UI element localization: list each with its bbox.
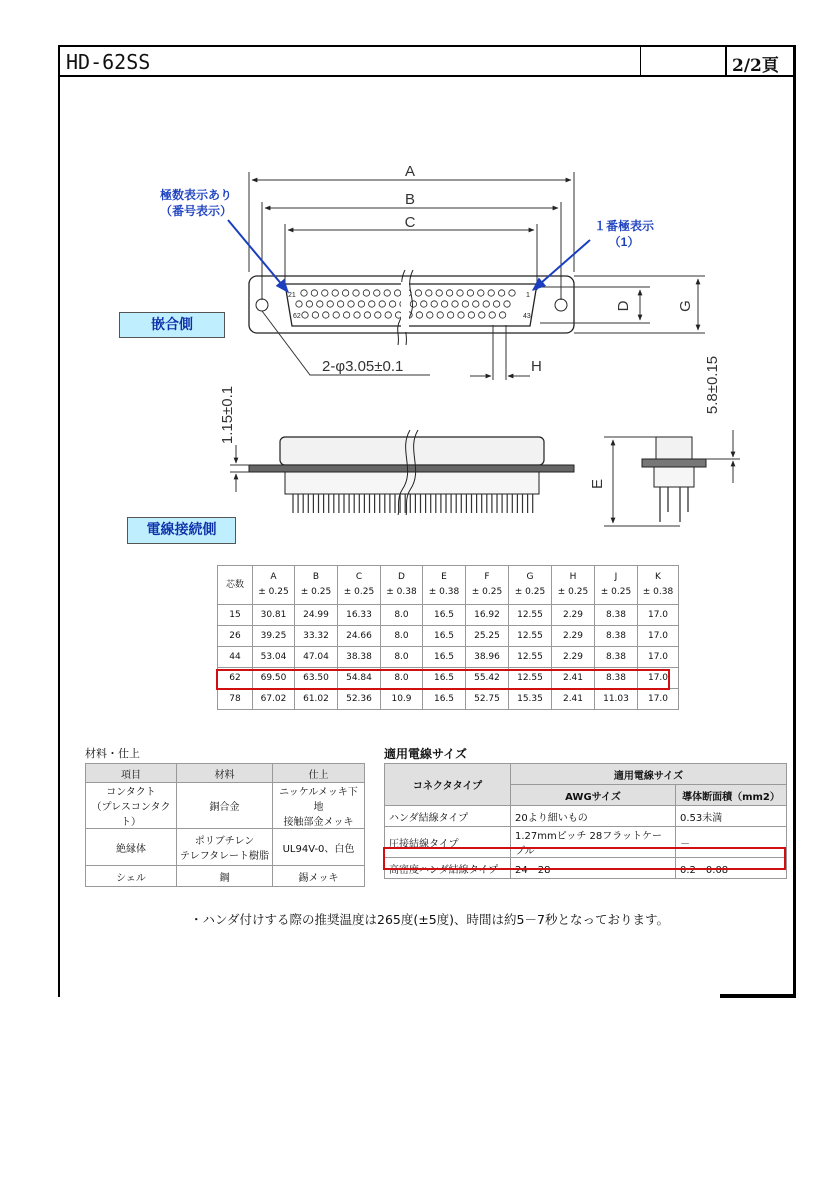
contact-hole xyxy=(457,290,463,296)
pin-43-label: 43 xyxy=(523,313,531,320)
contact-hole xyxy=(342,290,348,296)
table-cell: 24.99 xyxy=(295,605,338,626)
pin-marking-label: 極数表示あり xyxy=(159,188,233,202)
wire-header-row xyxy=(385,764,787,785)
contact-hole xyxy=(317,301,323,307)
dim-col-header xyxy=(381,566,423,605)
table-cell: 16.92 xyxy=(466,605,509,626)
contact-hole xyxy=(379,301,385,307)
materials-header-row xyxy=(86,764,365,783)
table-cell: 47.04 xyxy=(295,647,338,668)
cell-line: 銅合金 xyxy=(209,802,240,813)
table-cell: 2.29 xyxy=(552,605,595,626)
table-cell: 2.41 xyxy=(552,668,595,689)
table-cell: 54.84 xyxy=(338,668,381,689)
table-cell: 8.0 xyxy=(381,668,423,689)
contact-hole xyxy=(437,312,443,318)
contact-hole xyxy=(446,290,452,296)
table-cell: 62 xyxy=(218,668,253,689)
contact-hole xyxy=(302,312,308,318)
contact-hole xyxy=(353,290,359,296)
dim-e-label: E xyxy=(589,478,606,490)
table-row xyxy=(218,647,679,668)
pin1-marking-sub-label: （1） xyxy=(608,235,640,249)
table-cell: 16.5 xyxy=(423,626,466,647)
table-cell: 17.0 xyxy=(638,605,679,626)
cell-line: ポリブチレン xyxy=(194,836,255,847)
table-cell xyxy=(273,866,365,887)
dim-a-label: A xyxy=(404,163,416,180)
dim-col-tolerance: ± 0.25 xyxy=(471,587,503,597)
contact-hole xyxy=(369,301,375,307)
dim-col-tolerance: ± 0.38 xyxy=(386,587,417,597)
contact-hole xyxy=(374,290,380,296)
dim-col-tolerance: ± 0.25 xyxy=(343,587,375,597)
contact-hole xyxy=(458,312,464,318)
dim-col-name: D xyxy=(398,572,405,582)
table-cell: 30.81 xyxy=(253,605,295,626)
dim-b-label: B xyxy=(404,191,416,208)
dim-h-label: H xyxy=(531,358,542,375)
materials-header-cell: 項目 xyxy=(86,764,177,783)
cell-line: シェル xyxy=(116,872,146,884)
wire-header-type: コネクタタイプ xyxy=(385,764,511,806)
part-number: HD-62SS xyxy=(66,50,151,74)
table-cell: 55.42 xyxy=(466,668,509,689)
dim-col-name: H xyxy=(569,572,577,582)
table-cell: 38.96 xyxy=(466,647,509,668)
dim-col-tolerance: ± 0.25 xyxy=(258,587,289,597)
table-cell: 12.55 xyxy=(509,668,552,689)
contact-hole xyxy=(375,312,381,318)
dim-g-label: G xyxy=(677,300,694,312)
contact-hole xyxy=(394,290,400,296)
contact-hole xyxy=(478,290,484,296)
contact-hole xyxy=(431,301,437,307)
table-cell xyxy=(177,783,273,829)
table-cell: 16.5 xyxy=(423,689,466,710)
dim-col-header xyxy=(552,566,595,605)
table-cell: 0.53未満 xyxy=(676,806,787,827)
contact-hole xyxy=(436,290,442,296)
table-cell: 0.2～0.08 xyxy=(676,858,787,879)
contact-hole xyxy=(358,301,364,307)
table-cell: 16.33 xyxy=(338,605,381,626)
connector-drawing xyxy=(0,0,835,560)
table-cell: 24.66 xyxy=(338,626,381,647)
table-cell: 16.5 xyxy=(423,647,466,668)
contact-hole xyxy=(498,290,504,296)
contact-hole xyxy=(296,301,302,307)
table-cell: 17.0 xyxy=(638,626,679,647)
highlight-high-density-row xyxy=(383,847,786,870)
wire-header-group: 適用電線サイズ xyxy=(511,764,787,785)
table-cell: 39.25 xyxy=(253,626,295,647)
cell-line: テレフタレート樹脂 xyxy=(179,851,270,862)
table-cell: 16.5 xyxy=(423,668,466,689)
materials-header-cell: 仕上 xyxy=(273,764,365,783)
contact-hole xyxy=(312,312,318,318)
dim-d-label: D xyxy=(615,300,632,312)
end-view-flange xyxy=(642,459,706,467)
contact-hole xyxy=(499,312,505,318)
table-cell xyxy=(86,783,177,829)
materials-title: 材料・仕上 xyxy=(85,747,140,760)
dim-col-name: F xyxy=(484,572,490,582)
contact-hole xyxy=(311,290,317,296)
contact-hole xyxy=(468,312,474,318)
table-cell: 61.02 xyxy=(295,689,338,710)
dim-col-name: K xyxy=(655,572,661,582)
table-cell: ハンダ結線タイプ xyxy=(385,806,511,827)
contact-hole xyxy=(323,312,329,318)
table-cell: 25.25 xyxy=(466,626,509,647)
table-cell: 15.35 xyxy=(509,689,552,710)
dim-col-header xyxy=(338,566,381,605)
table-cell: 33.32 xyxy=(295,626,338,647)
contact-hole xyxy=(348,301,354,307)
contact-hole xyxy=(395,312,401,318)
dim-col-header xyxy=(509,566,552,605)
dim-col-header xyxy=(595,566,638,605)
table-cell: 8.0 xyxy=(381,605,423,626)
dim-col-header xyxy=(423,566,466,605)
dim-col-header xyxy=(466,566,509,605)
table-row xyxy=(86,866,365,887)
dim-col-tolerance: ± 0.25 xyxy=(600,587,632,597)
table-cell: 8.38 xyxy=(595,647,638,668)
table-cell xyxy=(86,866,177,887)
table-cell: 24～28 xyxy=(511,858,676,879)
contact-hole xyxy=(333,312,339,318)
table-cell: 8.0 xyxy=(381,647,423,668)
dim-col-name: 芯数 xyxy=(225,579,244,590)
pin-21-label: 21 xyxy=(288,292,296,299)
contact-hole xyxy=(363,290,369,296)
table-cell: 12.55 xyxy=(509,626,552,647)
contact-hole xyxy=(322,290,328,296)
table-cell: 26 xyxy=(218,626,253,647)
cell-line: 絶縁体 xyxy=(116,843,146,855)
shell-side xyxy=(280,437,544,465)
end-view-body xyxy=(654,467,694,487)
table-cell: 52.75 xyxy=(466,689,509,710)
contact-hole xyxy=(306,301,312,307)
table-cell: 52.36 xyxy=(338,689,381,710)
table-cell: 2.29 xyxy=(552,626,595,647)
contact-hole xyxy=(332,290,338,296)
contact-hole xyxy=(343,312,349,318)
cell-line: ニッケルメッキ下地 xyxy=(279,787,358,813)
table-cell: 2.29 xyxy=(552,647,595,668)
contact-hole xyxy=(410,301,416,307)
wire-side-label: 電線接続側 xyxy=(127,517,236,544)
contact-hole xyxy=(479,312,485,318)
dim-col-name: G xyxy=(526,572,534,582)
dim-col-tolerance: ± 0.25 xyxy=(557,587,589,597)
table-cell: 8.38 xyxy=(595,626,638,647)
contact-hole xyxy=(441,301,447,307)
cell-line: コンタクト xyxy=(106,787,156,798)
table-row xyxy=(86,829,365,866)
cell-line: 鋼 xyxy=(219,872,230,884)
table-row xyxy=(218,605,679,626)
contact-hole xyxy=(504,301,510,307)
contact-hole xyxy=(427,312,433,318)
cell-line: UL94V-0、白色 xyxy=(282,843,355,855)
table-cell xyxy=(273,829,365,866)
cell-line: 錫メッキ xyxy=(298,872,339,884)
table-cell: 38.38 xyxy=(338,647,381,668)
dim-col-tolerance: ± 0.38 xyxy=(642,587,674,597)
table-cell: 8.0 xyxy=(381,626,423,647)
contact-hole xyxy=(421,301,427,307)
table-cell: 15 xyxy=(218,605,253,626)
contact-hole xyxy=(364,312,370,318)
dim-col-header xyxy=(638,566,679,605)
table-cell xyxy=(177,829,273,866)
dim-col-name: J xyxy=(614,572,618,582)
table-cell: 2.41 xyxy=(552,689,595,710)
dim-58-label: 5.8±0.15 xyxy=(704,355,721,415)
contact-hole xyxy=(447,312,453,318)
mounting-hole-right xyxy=(555,299,567,311)
dim-col-name: B xyxy=(312,572,320,582)
table-cell: 17.0 xyxy=(638,647,679,668)
table-cell: 圧接結線タイプ xyxy=(385,827,511,858)
table-cell: 8.38 xyxy=(595,668,638,689)
soldering-note: ・ハンダ付けする際の推奨温度は265度(±5度)、時間は約5－7秒となっております。 xyxy=(190,912,669,927)
dim-col-name: E xyxy=(441,572,447,582)
highlight-62-row xyxy=(216,669,670,690)
pin1-marking-label: １番極表示 xyxy=(593,219,655,233)
contact-hole xyxy=(489,312,495,318)
table-cell: 78 xyxy=(218,689,253,710)
contact-hole xyxy=(301,290,307,296)
solder-tails xyxy=(293,494,533,513)
wire-size-title: 適用電線サイズ xyxy=(384,747,468,761)
table-cell: 1.27mmピッチ 28フラットケーブル xyxy=(511,827,676,858)
table-cell: 11.03 xyxy=(595,689,638,710)
table-row xyxy=(218,689,679,710)
dim-col-tolerance: ± 0.25 xyxy=(300,587,332,597)
table-row xyxy=(385,806,787,827)
contact-hole xyxy=(493,301,499,307)
wire-header-area: 導体断面積（mm2） xyxy=(676,785,787,806)
contact-hole xyxy=(384,290,390,296)
dim-col-header xyxy=(218,566,253,605)
end-view-shell xyxy=(656,437,692,459)
dim-col-tolerance: ± 0.38 xyxy=(428,587,460,597)
table-cell: 20より細いもの xyxy=(511,806,676,827)
bottom-rule xyxy=(720,994,796,998)
contact-hole xyxy=(462,301,468,307)
page-number: 2/2頁 xyxy=(732,56,779,76)
table-cell: 17.0 xyxy=(638,689,679,710)
pin-62-label: 62 xyxy=(293,313,301,320)
table-cell: 12.55 xyxy=(509,647,552,668)
pin-marking-sub-label: （番号表示） xyxy=(159,204,233,218)
contact-hole xyxy=(467,290,473,296)
table-row xyxy=(218,626,679,647)
cell-line: （プレスコンタクト） xyxy=(91,802,171,828)
table-cell: 17.0 xyxy=(638,668,679,689)
contact-hole xyxy=(327,301,333,307)
table-cell: 8.38 xyxy=(595,605,638,626)
table-cell: 69.50 xyxy=(253,668,295,689)
materials-header-cell: 材料 xyxy=(177,764,273,783)
table-cell: 10.9 xyxy=(381,689,423,710)
hole-callout: 2-φ3.05±0.1 xyxy=(322,358,404,375)
table-cell: 63.50 xyxy=(295,668,338,689)
materials-table xyxy=(85,763,365,887)
table-cell xyxy=(177,866,273,887)
table-cell xyxy=(86,829,177,866)
table-cell: 高密度ハンダ結線タイプ xyxy=(385,858,511,879)
dim-col-name: A xyxy=(270,572,277,582)
table-cell xyxy=(273,783,365,829)
dim-115-label: 1.15±0.1 xyxy=(219,385,236,445)
dim-col-name: C xyxy=(355,572,363,582)
pin-1-label: 1 xyxy=(526,292,530,299)
contact-hole xyxy=(488,290,494,296)
insulator-body xyxy=(285,472,539,494)
table-cell: 12.55 xyxy=(509,605,552,626)
contact-hole xyxy=(426,290,432,296)
dim-col-header xyxy=(253,566,295,605)
contact-hole xyxy=(473,301,479,307)
contact-hole xyxy=(509,290,515,296)
table-row xyxy=(86,783,365,829)
contact-hole xyxy=(337,301,343,307)
table-cell: 44 xyxy=(218,647,253,668)
dim-col-tolerance: ± 0.25 xyxy=(514,587,546,597)
flange-side xyxy=(249,465,574,472)
dim-col-header xyxy=(295,566,338,605)
table-cell: 67.02 xyxy=(253,689,295,710)
contact-hole xyxy=(415,290,421,296)
mounting-hole-left xyxy=(256,299,268,311)
mating-side-label: 嵌合側 xyxy=(119,312,225,338)
contact-hole xyxy=(452,301,458,307)
contact-hole xyxy=(354,312,360,318)
contact-hole xyxy=(389,301,395,307)
dim-c-label: C xyxy=(404,214,416,231)
contact-hole xyxy=(483,301,489,307)
table-cell: 16.5 xyxy=(423,605,466,626)
table-cell: － xyxy=(676,827,787,858)
cell-line: 接触部金メッキ xyxy=(283,817,354,828)
contact-hole xyxy=(416,312,422,318)
wire-header-awg: AWGサイズ xyxy=(511,785,676,806)
table-cell: 53.04 xyxy=(253,647,295,668)
contact-hole xyxy=(385,312,391,318)
